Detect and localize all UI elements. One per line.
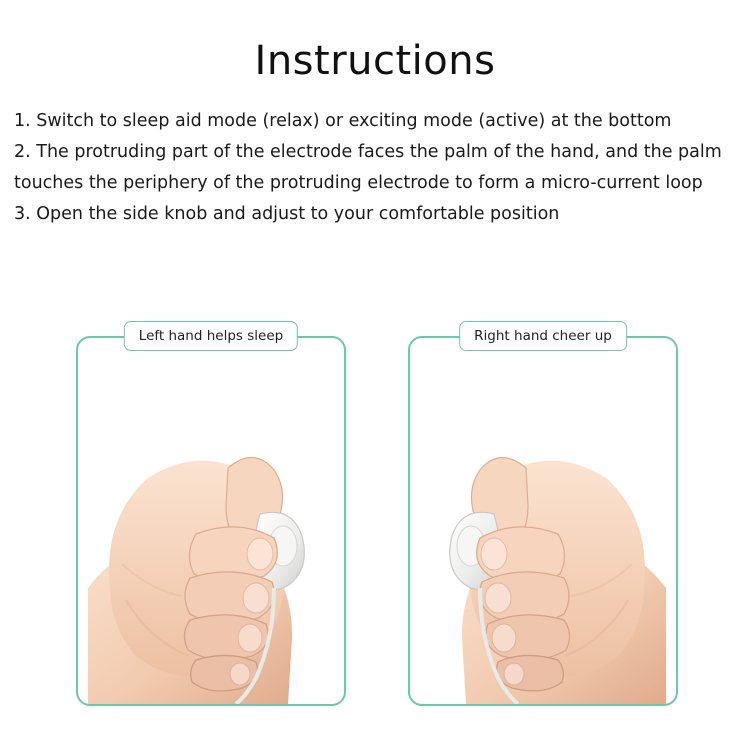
page-title: Instructions (254, 38, 496, 84)
left-hand-label: Left hand helps sleep (124, 321, 298, 351)
instruction-item-2: 2. The protruding part of the electrode faces the palm of the hand, and the palm touches the periphery of the protruding electrode to form a micro-current loop (14, 142, 722, 193)
panels-container (0, 328, 750, 716)
right-hand-label: Right hand cheer up (459, 321, 627, 351)
right-hand-image (410, 338, 676, 704)
left-hand-image (78, 338, 344, 704)
instruction-item-1: 1. Switch to sleep aid mode (relax) or exciting mode (active) at the bottom (14, 111, 672, 131)
right-hand-panel (408, 328, 678, 706)
left-hand-panel (76, 328, 346, 706)
instruction-item-3: 3. Open the side knob and adjust to your comfortable position (14, 204, 560, 224)
instruction-list (14, 106, 736, 230)
